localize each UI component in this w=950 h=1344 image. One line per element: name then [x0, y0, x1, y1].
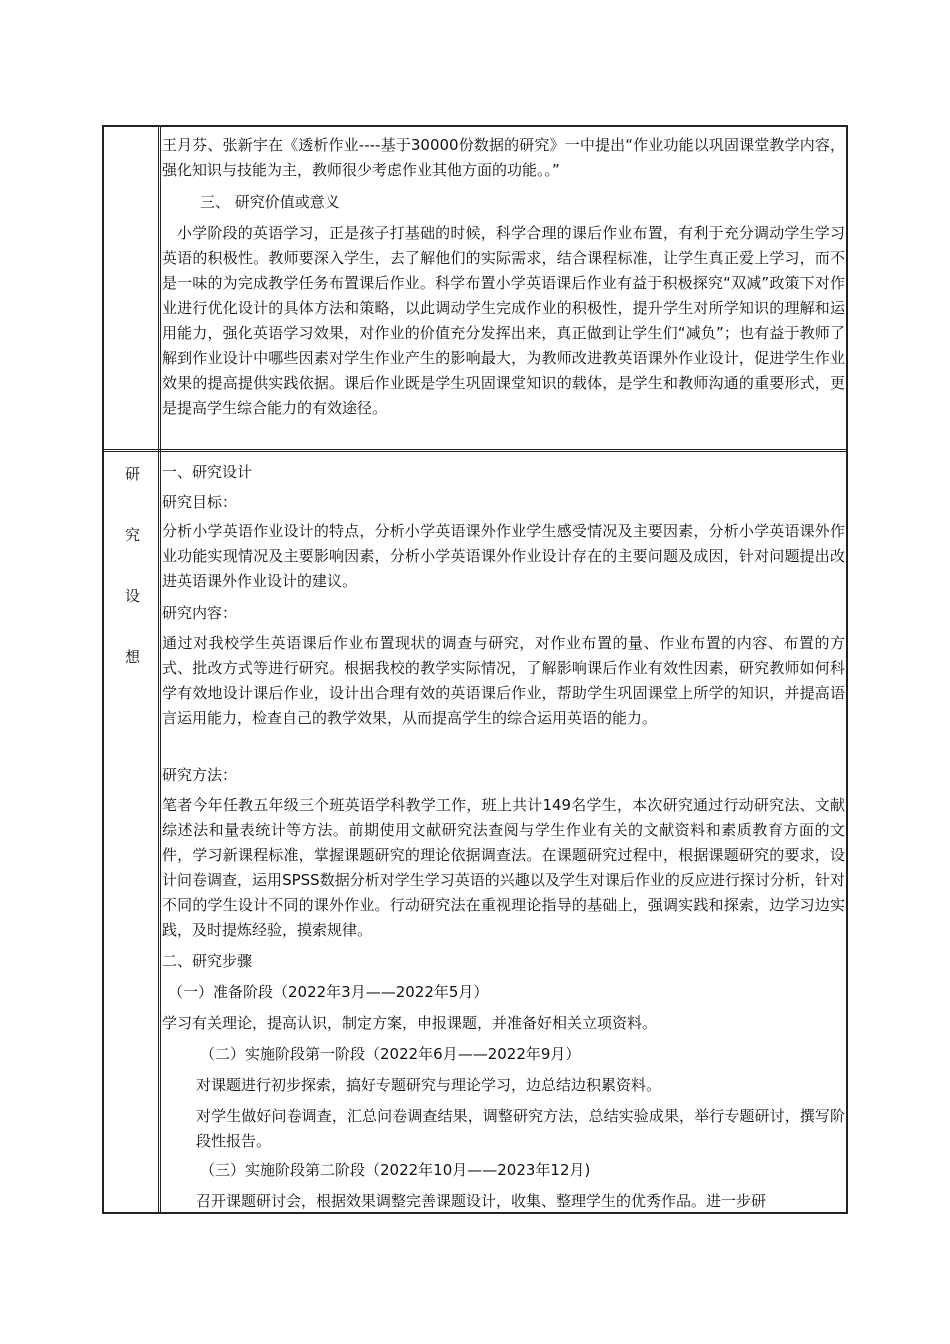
- stage1-heading: （一）准备阶段（2022年3月——2022年5月）: [168, 983, 489, 1001]
- value-paragraph: 小学阶段的英语学习，正是孩子打基础的时候，科学合理的课后作业布置，有利于充分调动学生学习英语的积极性。教师要深入学生，去了解他们的实际需求，结合课程标准，让学生真正爱上学习，而不是一味的为完成教学任务布置课后作业。科学布置小学英语课后作业有益于积极探究“双减”政策下对作业进行优化设计的具体方法和策略，以此调动学生完成作业的积极性，提升学生对所学知识的理解和运用能力，强化英语学习效果，对作业的价值充分发挥出来，真正做到让学生们“减负”；也有益于教师了解到作业设计中哪些因素对学生作业产生的影响最大，为教师改进教英语课外作业设计，促进学生作业效果的提高提供实践依据。课后作业既是学生巩固课堂知识的载体，是学生和教师沟通的重要形式，更是提高学生综合能力的有效途径。: [162, 224, 845, 417]
- goal-text: 分析小学英语作业设计的特点，分析小学英语课外作业学生感受情况及主要因素，分析小学英语课外作业功能实现情况及主要影响因素，分析小学英语课外作业设计存在的主要问题及成因，针对问题提出改进英语课外作业设计的建议。: [162, 522, 845, 590]
- side-label-char: 想: [125, 648, 141, 666]
- value-heading: 三、 研究价值或意义: [200, 193, 340, 211]
- content-label: 研究内容：: [162, 604, 238, 622]
- row-divider: [102, 449, 848, 452]
- column-divider: [158, 125, 161, 1214]
- design-heading: 一、研究设计: [162, 463, 253, 481]
- goal-label: 研究目标：: [162, 493, 238, 511]
- content-text: 通过对我校学生英语课后作业布置现状的调查与研究，对作业布置的量、作业布置的内容、布置的方式、批改方式等进行研究。根据我校的教学实际情况，了解影响课后作业有效性因素，研究教师如何科学有效地设计课后作业，设计出合理有效的英语课后作业，帮助学生巩固课堂上所学的知识，并提高语言运用能力，检查自己的教学效果，从而提高学生的综合运用英语的能力。: [162, 634, 845, 727]
- method-text: 笔者今年任教五年级三个班英语学科教学工作，班上共计149名学生，本次研究通过行动研究法、文献综述法和量表统计等方法。前期使用文献研究法查阅与学生作业有关的文献资料和素质教育方面的文件，学习新课程标准，掌握课题研究的理论依据调查法。在课题研究过程中，根据课题研究的要求，设计问卷调查，运用SPSS数据分析对学生学习英语的兴趣以及学生对课后作业的反应进行探讨分析，针对不同的学生设计不同的课外作业。行动研究法在重视理论指导的基础上，强调实践和探索，边学习边实践，及时提炼经验，摸索规律。: [162, 796, 845, 939]
- stage2-heading: （二）实施阶段第一阶段（2022年6月——2022年9月）: [200, 1045, 581, 1063]
- stage2-text2: 对学生做好问卷调查，汇总问卷调查结果，调整研究方法，总结实验成果，举行专题研讨，撰写阶段性报告。: [196, 1107, 845, 1150]
- steps-heading: 二、研究步骤: [162, 952, 253, 970]
- stage3-text: 召开课题研讨会，根据效果调整完善课题设计，收集、整理学生的优秀作品。进一步研: [196, 1192, 767, 1210]
- method-label: 研究方法：: [162, 766, 238, 784]
- stage1-text: 学习有关理论，提高认识，制定方案，申报课题，并准备好相关立项资料。: [162, 1014, 658, 1032]
- side-label-char: 研: [125, 465, 141, 483]
- stage2-text1: 对课题进行初步探索，搞好专题研究与理论学习，边总结边积累资料。: [196, 1076, 662, 1094]
- intro-paragraph: 王月芬、张新宇在《透析作业----基于30000份数据的研究》一中提出“作业功能以巩固课堂教学内容，强化知识与技能为主，教师很少考虑作业其他方面的功能。。”: [162, 136, 845, 179]
- stage3-heading: （三）实施阶段第二阶段（2022年10月——2023年12月): [200, 1161, 591, 1179]
- side-label-char: 设: [125, 587, 141, 605]
- side-label-char: 究: [125, 526, 141, 544]
